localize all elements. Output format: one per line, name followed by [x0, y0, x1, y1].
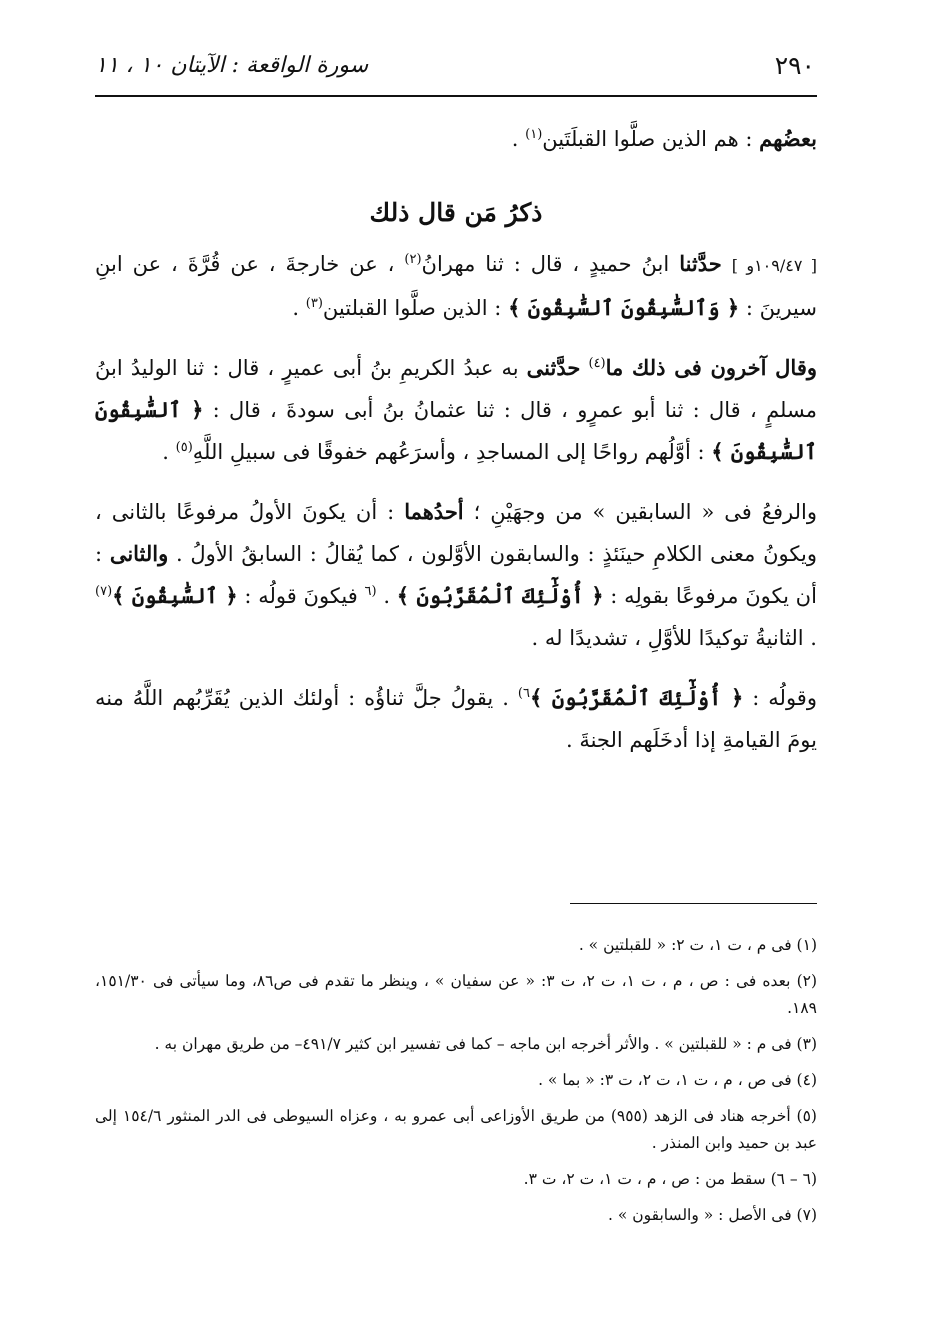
footnote-ref: (٤) — [588, 356, 606, 371]
paragraph-text: : هم الذين صلَّوا القبلَتَين — [542, 127, 753, 151]
paragraph-2 — [95, 243, 817, 329]
manuscript-folio-note: [ ١٠٩/٤٧و ] — [731, 256, 818, 275]
footnote: (٣) فى م : « للقبلتين » . والأثر أخرجه ابن ماجه – كما فى تفسير ابن كثير ٤٩١/٧– من طريق مهران به . — [154, 1035, 817, 1053]
paragraph-text: وقولُه : — [752, 686, 817, 710]
paragraph-lead: والثانى — [109, 541, 169, 566]
paragraph-end: . — [511, 127, 519, 151]
section-heading: ذكرُ مَن قال ذلك — [369, 198, 543, 227]
paragraph-text: ، عن خارجةَ ، عن قُرَّةَ ، عن ابنِ سيرينَ : — [95, 252, 817, 320]
footnote-ref: (٦ — [364, 584, 377, 599]
paragraph-3 — [95, 347, 817, 473]
footnotes — [95, 932, 817, 1238]
paragraph-5 — [95, 677, 817, 761]
paragraph-1 — [95, 118, 817, 160]
paragraph-lead: حدَّثنى — [526, 355, 581, 380]
footnote: (٧) فى الأصل : « والسابقون » . — [607, 1206, 817, 1224]
footnote-ref: (٧) — [95, 584, 113, 599]
paragraph-text: فيكونَ قولُه : — [244, 584, 358, 608]
header-divider — [95, 95, 817, 97]
quran-verse: ﴿ ٱلسَّٰبِقُونَ ﴾ — [112, 583, 238, 608]
footnote: (٦ – ٦) سقط من : ص ، م ، ت ١، ت ٢، ت ٣. — [523, 1170, 817, 1188]
paragraph-text: . الثانيةُ توكيدًا للأوَّلِ ، تشديدًا له . — [531, 626, 817, 650]
paragraph-text: : أن يكونَ مرفوعًا بقولِه : — [95, 542, 817, 608]
paragraph-text: ابنُ حميدٍ ، قال : ثنا مهرانُ — [421, 252, 670, 276]
page-number: ٢٩٠ — [774, 50, 815, 80]
paragraph-lead: وقال آخرون فى ذلك ما — [605, 355, 817, 380]
paragraph-text: به عبدُ الكريمِ بنُ أبى عميرٍ ، قال : ثنا الوليدُ ابنُ مسلمٍ ، قال : ثنا أبو عمرٍو ، قال : ثنا عثمانُ بنُ أبى سودةَ ، قال : — [95, 356, 817, 422]
paragraph-lead: أحدُهما — [404, 499, 464, 524]
running-header — [95, 44, 815, 86]
footnote-ref: (٥) — [175, 440, 193, 455]
footnote: (٢) بعده فى : ص ، م ، ت ١، ت ٢، ت ٣: « عن سفيان » ، وينظر ما تقدم فى ص٨٦، وما سيأتى فى ١٥١/٣٠، ١٨٩. — [95, 972, 818, 1017]
paragraph-text: والرفعُ فى « السابقين » من وجهَيْنِ ؛ — [473, 500, 817, 524]
footnote-ref: (١) — [525, 127, 543, 142]
main-text — [95, 118, 817, 761]
paragraph-lead: حدَّثنا — [679, 251, 722, 276]
footnote-divider — [570, 903, 817, 904]
footnote: (١) فى م ، ت ١، ت ٢: « للقبلتين » . — [578, 936, 817, 954]
paragraph-text: . يقولُ جلَّ ثناؤُه : أولئك الذين يُقَرِّبُهم اللَّهُ منه يومَ القيامةِ إذا أدخَلَهم الجنةَ . — [95, 686, 817, 752]
paragraph-text: : الذين صلَّوا القبلتين — [322, 296, 502, 320]
running-title: سورة الواقعة : الآيتان ١٠ ، ١١ — [95, 52, 369, 78]
paragraph-lead: بعضُهم — [759, 126, 817, 151]
paragraph-end: . — [162, 440, 169, 464]
paragraph-end: . — [292, 296, 300, 320]
paragraph-text: . — [383, 584, 391, 608]
footnote: (٥) أخرجه هناد فى الزهد (٩٥٥) من طريق الأوزاعى أبى عمرو به ، وعزاه السيوطى فى الدر المنثور ١٥٤/٦ إلى عبد بن حميد وابن المنذر . — [95, 1107, 817, 1152]
quran-verse: ﴿ وَٱلسَّٰبِقُونَ ٱلسَّٰبِقُونَ ﴾ — [508, 295, 740, 320]
footnote-ref: ٦) — [517, 686, 530, 701]
footnote: (٤) فى ص ، م ، ت ١، ت ٢، ت ٣: « بما » . — [538, 1071, 817, 1089]
footnote-ref: (٣) — [305, 296, 323, 311]
paragraph-text: : أوَّلُهم رواحًا إلى المساجدِ ، وأسرَعُهم خفوقًا فى سبيلِ اللَّهِ — [192, 440, 705, 464]
paragraph-text: : أن يكونَ الأولُ مرفوعًا بالثانى ، ويكونُ معنى الكلامِ حينَئذٍ : والسابقون الأوَّلون ، كما يُقالُ : السابقُ الأولُ . — [95, 500, 817, 566]
quran-verse: ﴿ أُوْلَٰٓئِكَ ٱلْمُقَرَّبُونَ ﴾ — [529, 685, 744, 710]
quran-verse: ﴿ ٱلسَّٰبِقُونَ ٱلسَّٰبِقُونَ ﴾ — [95, 397, 817, 464]
paragraph-4 — [95, 491, 817, 659]
footnote-ref: (٢) — [404, 252, 422, 267]
quran-verse: ﴿ أُوْلَٰٓئِكَ ٱلْمُقَرَّبُونَ ﴾ — [396, 583, 604, 608]
